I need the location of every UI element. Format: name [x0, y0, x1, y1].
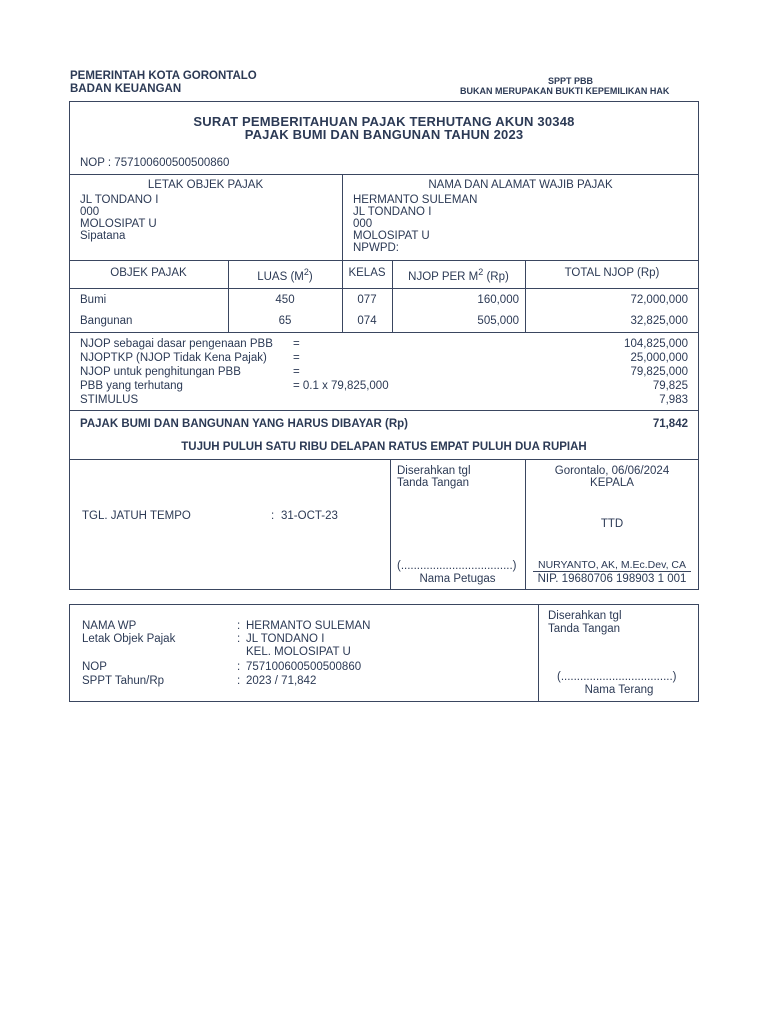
pay-amount-words: TUJUH PULUH SATU RIBU DELAPAN RATUS EMPAT PULUH DUA RUPIAH	[181, 441, 587, 453]
col-header-njop: NJOP PER $M^2$ (Rp)	[408, 267, 509, 283]
letak-line: MOLOSIPAT U	[80, 218, 157, 230]
doc-code: SPPT PBB	[548, 76, 594, 86]
divider	[390, 459, 391, 590]
receipt-label: SPPT Tahun/Rp	[82, 675, 165, 687]
pay-label: PAJAK BUMI DAN BANGUNAN YANG HARUS DIBAYAR (Rp)	[80, 418, 408, 430]
receipt-label: NOP	[82, 661, 107, 673]
official-signature: TTD	[600, 518, 624, 530]
col-header-total: TOTAL NJOP (Rp)	[564, 267, 660, 279]
row-njop: 160,000	[477, 294, 519, 306]
col-header-luas: LUAS $(M^2)$	[257, 267, 313, 283]
receipt-label: Letak Objek Pajak	[82, 633, 176, 645]
receipt-value: KEL. MOLOSIPAT U	[246, 646, 351, 658]
row-njop: 505,000	[477, 315, 519, 327]
nop-number: NOP : 757100600500500860	[80, 157, 230, 169]
org-unit: BADAN KEUANGAN	[70, 83, 182, 95]
letak-line: 000	[80, 206, 100, 218]
receipt-value: 2023 / 71,842	[246, 675, 317, 687]
receipt-separator: :	[237, 675, 241, 687]
receipt-value: 757100600500500860	[246, 661, 362, 673]
calc-label: PBB yang terhutang	[80, 380, 183, 392]
receipt-handover-signature-label: Tanda Tangan	[548, 623, 621, 635]
handover-signature-line: (...................................)	[397, 560, 517, 572]
divider	[538, 604, 539, 702]
letak-line: Sipatana	[80, 230, 126, 242]
receipt-separator: :	[237, 661, 241, 673]
divider	[69, 174, 699, 175]
handover-role: Nama Petugas	[419, 573, 496, 585]
row-luas: 65	[278, 315, 292, 327]
due-date-label: TGL. JATUH TEMPO	[82, 510, 191, 522]
calc-label: NJOP sebagai dasar pengenaan PBB	[80, 338, 273, 350]
divider	[69, 459, 699, 460]
calc-label: NJOP untuk penghitungan PBB	[80, 366, 241, 378]
receipt-value: JL TONDANO I	[246, 633, 325, 645]
row-kelas: 077	[357, 294, 377, 306]
calc-value: 7,983	[659, 394, 688, 406]
wajib-line: JL TONDANO I	[353, 206, 432, 218]
receipt-role: Nama Terang	[584, 684, 654, 696]
due-date-value: 31-OCT-23	[281, 510, 338, 522]
wajib-heading: NAMA DAN ALAMAT WAJIB PAJAK	[428, 179, 613, 191]
wajib-line: HERMANTO SULEMAN	[353, 194, 478, 206]
org-name: PEMERINTAH KOTA GORONTALO	[70, 70, 257, 82]
calc-operator: =	[293, 366, 300, 378]
disclaimer: BUKAN MERUPAKAN BUKTI KEPEMILIKAN HAK	[460, 86, 670, 96]
calc-value: 25,000,000	[630, 352, 688, 364]
wajib-line: MOLOSIPAT U	[353, 230, 430, 242]
divider	[69, 332, 699, 333]
receipt-handover-date-label: Diserahkan tgl	[548, 610, 622, 622]
receipt-separator: :	[237, 633, 241, 645]
calc-value: 104,825,000	[624, 338, 688, 350]
document-title: SURAT PEMBERITAHUAN PAJAK TERHUTANG AKUN 30348	[193, 114, 575, 129]
official-title: KEPALA	[590, 477, 634, 489]
wajib-line: 000	[353, 218, 373, 230]
due-date-separator: :	[271, 510, 275, 522]
official-place-date: Gorontalo, 06/06/2024	[554, 465, 670, 477]
receipt-signature-line: (...................................)	[557, 671, 677, 683]
official-name: NURYANTO, AK, M.Ec.Dev, CA	[537, 559, 686, 571]
row-kelas: 074	[357, 315, 377, 327]
handover-date-label: Diserahkan tgl	[397, 465, 471, 477]
calc-operator: = 0.1 x 79,825,000	[293, 380, 389, 392]
calc-value: 79,825	[652, 380, 688, 392]
signature-underline	[533, 571, 691, 572]
handover-signature-label: Tanda Tangan	[397, 477, 470, 489]
divider	[69, 288, 699, 289]
calc-operator: =	[293, 352, 300, 364]
row-objek: Bangunan	[80, 315, 133, 327]
calc-operator: =	[293, 338, 300, 350]
col-header-objek: OBJEK PAJAK	[110, 267, 187, 279]
official-nip: NIP. 19680706 198903 1 001	[537, 573, 687, 585]
letak-line: JL TONDANO I	[80, 194, 159, 206]
row-objek: Bumi	[80, 294, 107, 306]
row-total: 32,825,000	[630, 315, 688, 327]
wajib-line: NPWPD:	[353, 242, 399, 254]
calc-label: NJOPTKP (NJOP Tidak Kena Pajak)	[80, 352, 267, 364]
receipt-separator: :	[237, 620, 241, 632]
document-subtitle: PAJAK BUMI DAN BANGUNAN TAHUN 2023	[244, 127, 524, 142]
receipt-label: NAMA WP	[82, 620, 137, 632]
divider	[69, 410, 699, 411]
receipt-value: HERMANTO SULEMAN	[246, 620, 371, 632]
pay-amount: 71,842	[652, 418, 688, 430]
divider	[69, 260, 699, 261]
row-luas: 450	[275, 294, 295, 306]
row-total: 72,000,000	[630, 294, 688, 306]
calc-value: 79,825,000	[630, 366, 688, 378]
letak-heading: LETAK OBJEK PAJAK	[147, 179, 264, 191]
col-header-kelas: KELAS	[348, 267, 386, 279]
calc-label: STIMULUS	[80, 394, 139, 406]
